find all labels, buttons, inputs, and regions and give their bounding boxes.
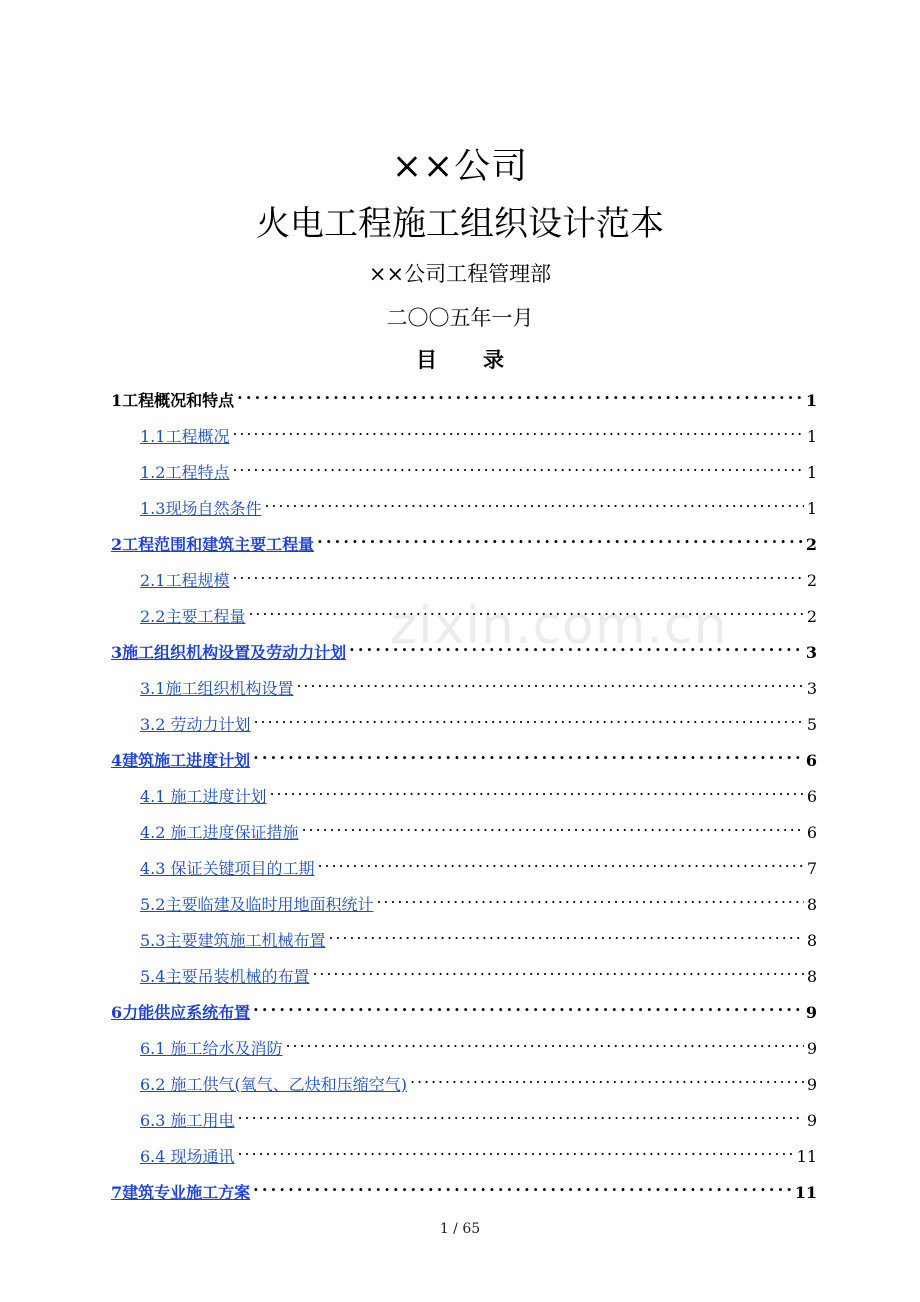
toc-leader	[253, 742, 803, 766]
toc-entry-title[interactable]: 2.2主要工程量	[140, 607, 246, 626]
toc-entry-title[interactable]: 5.3主要建筑施工机械布置	[140, 931, 326, 950]
toc-leader	[238, 1138, 794, 1162]
toc-entry-title[interactable]: 6.2 施工供气(氧气、乙炔和压缩空气)	[140, 1075, 408, 1094]
toc-entry[interactable]	[140, 922, 817, 950]
toc-leader	[232, 454, 803, 478]
toc-leader	[264, 490, 803, 514]
toc-entry-page: 7	[806, 859, 817, 878]
toc-entry-title[interactable]: 2.1工程规模	[140, 571, 230, 590]
toc-entry-title[interactable]: 7建筑专业施工方案	[111, 1183, 251, 1202]
toc-leader	[302, 814, 804, 838]
toc-entry-page: 2	[806, 607, 817, 626]
toc-entry[interactable]	[140, 1138, 817, 1166]
toc-heading: 目录	[416, 347, 550, 372]
toc-entry[interactable]	[111, 634, 817, 662]
toc-leader	[349, 634, 803, 658]
toc-entry[interactable]	[140, 1030, 817, 1058]
toc-entry[interactable]	[111, 1174, 817, 1202]
toc-leader	[296, 670, 803, 694]
toc-entry[interactable]	[111, 742, 817, 770]
toc-leader	[270, 778, 804, 802]
toc-entry-title[interactable]: 6.3 施工用电	[140, 1111, 235, 1130]
toc-entry-page: 2	[806, 571, 817, 590]
toc-entry[interactable]	[140, 958, 817, 986]
toc-entry-page: 8	[806, 931, 817, 950]
toc-entry-title[interactable]: 6.1 施工给水及消防	[140, 1039, 283, 1058]
toc-entry-title[interactable]: 3.2 劳动力计划	[140, 715, 251, 734]
toc-leader	[253, 994, 803, 1018]
toc-entry-title[interactable]: 4.2 施工进度保证措施	[140, 823, 299, 842]
document-date: 二〇〇五年一月	[386, 306, 534, 330]
toc-entry-page: 6	[805, 751, 817, 770]
toc-entry[interactable]	[111, 994, 817, 1022]
toc-entry-title[interactable]: 3施工组织机构设置及劳动力计划	[111, 643, 347, 662]
toc-entry-page: 1	[805, 391, 817, 410]
toc-entry[interactable]	[140, 850, 817, 878]
toc-entry-title[interactable]: 1.3现场自然条件	[140, 499, 262, 518]
toc-entry[interactable]	[140, 454, 817, 482]
toc-entry-title[interactable]: 1工程概况和特点	[111, 391, 235, 410]
toc-leader	[254, 706, 804, 730]
toc-entry[interactable]	[140, 814, 817, 842]
toc-entry-page: 8	[806, 895, 817, 914]
toc-entry-page: 5	[806, 715, 817, 734]
toc-entry-title[interactable]: 4建筑施工进度计划	[111, 751, 251, 770]
toc-leader	[237, 382, 803, 406]
toc-entry-page: 8	[806, 967, 817, 986]
toc-entry[interactable]	[140, 706, 817, 734]
toc-entry-page: 6	[806, 787, 817, 806]
toc-entry[interactable]	[140, 490, 817, 518]
toc-entry-page: 2	[805, 535, 817, 554]
toc-leader	[318, 850, 804, 874]
toc-entry-page: 9	[805, 1003, 817, 1022]
toc-leader	[248, 598, 803, 622]
toc-entry-title[interactable]: 6力能供应系统布置	[111, 1003, 251, 1022]
toc-leader	[317, 526, 803, 550]
toc-entry[interactable]	[111, 382, 817, 410]
toc-entry-page: 9	[806, 1039, 817, 1058]
toc-entry-page: 3	[806, 679, 817, 698]
toc-entry-title[interactable]: 5.2主要临建及临时用地面积统计	[140, 895, 374, 914]
toc-entry-page: 3	[805, 643, 817, 662]
toc-leader	[238, 1102, 804, 1126]
toc-entry-page: 11	[794, 1183, 817, 1202]
watermark: zixin.com.cn	[390, 596, 728, 656]
toc-entry-title[interactable]: 4.1 施工进度计划	[140, 787, 267, 806]
toc-leader	[253, 1174, 792, 1198]
toc-entry-page: 9	[806, 1075, 817, 1094]
toc-entry[interactable]	[140, 1066, 817, 1094]
toc-entry-title[interactable]: 3.1施工组织机构设置	[140, 679, 294, 698]
toc-leader	[410, 1066, 804, 1090]
toc-entry-page: 11	[796, 1147, 817, 1166]
toc-entry-title[interactable]: 2工程范围和建筑主要工程量	[111, 535, 315, 554]
toc-entry[interactable]	[140, 886, 817, 914]
toc-entry[interactable]	[140, 562, 817, 590]
toc-entry[interactable]	[140, 670, 817, 698]
toc-entry[interactable]	[140, 1102, 817, 1130]
toc-leader	[232, 418, 803, 442]
company-name: ××公司	[391, 146, 529, 187]
toc-entry[interactable]	[111, 526, 817, 554]
toc-entry-title[interactable]: 6.4 现场通讯	[140, 1147, 235, 1166]
toc-entry-title[interactable]: 4.3 保证关键项目的工期	[140, 859, 315, 878]
toc-leader	[328, 922, 803, 946]
department-name: ××公司工程管理部	[368, 262, 552, 286]
toc-entry-page: 9	[806, 1111, 817, 1130]
toc-entry[interactable]	[140, 418, 817, 446]
toc-leader	[312, 958, 803, 982]
toc-entry-title[interactable]: 1.1工程概况	[140, 427, 230, 446]
toc-leader	[286, 1030, 804, 1054]
toc-entry-page: 1	[806, 499, 817, 518]
toc-entry-title[interactable]: 1.2工程特点	[140, 463, 230, 482]
toc-entry-page: 1	[806, 463, 817, 482]
toc-entry-page: 6	[806, 823, 817, 842]
page-number-footer: 1 / 65	[439, 1221, 481, 1237]
document-title: 火电工程施工组织设计范本	[256, 204, 664, 244]
toc-entry-page: 1	[806, 427, 817, 446]
toc-entry[interactable]	[140, 778, 817, 806]
toc-leader	[232, 562, 803, 586]
toc-leader	[376, 886, 803, 910]
toc-entry[interactable]	[140, 598, 817, 626]
toc-entry-title[interactable]: 5.4主要吊装机械的布置	[140, 967, 310, 986]
